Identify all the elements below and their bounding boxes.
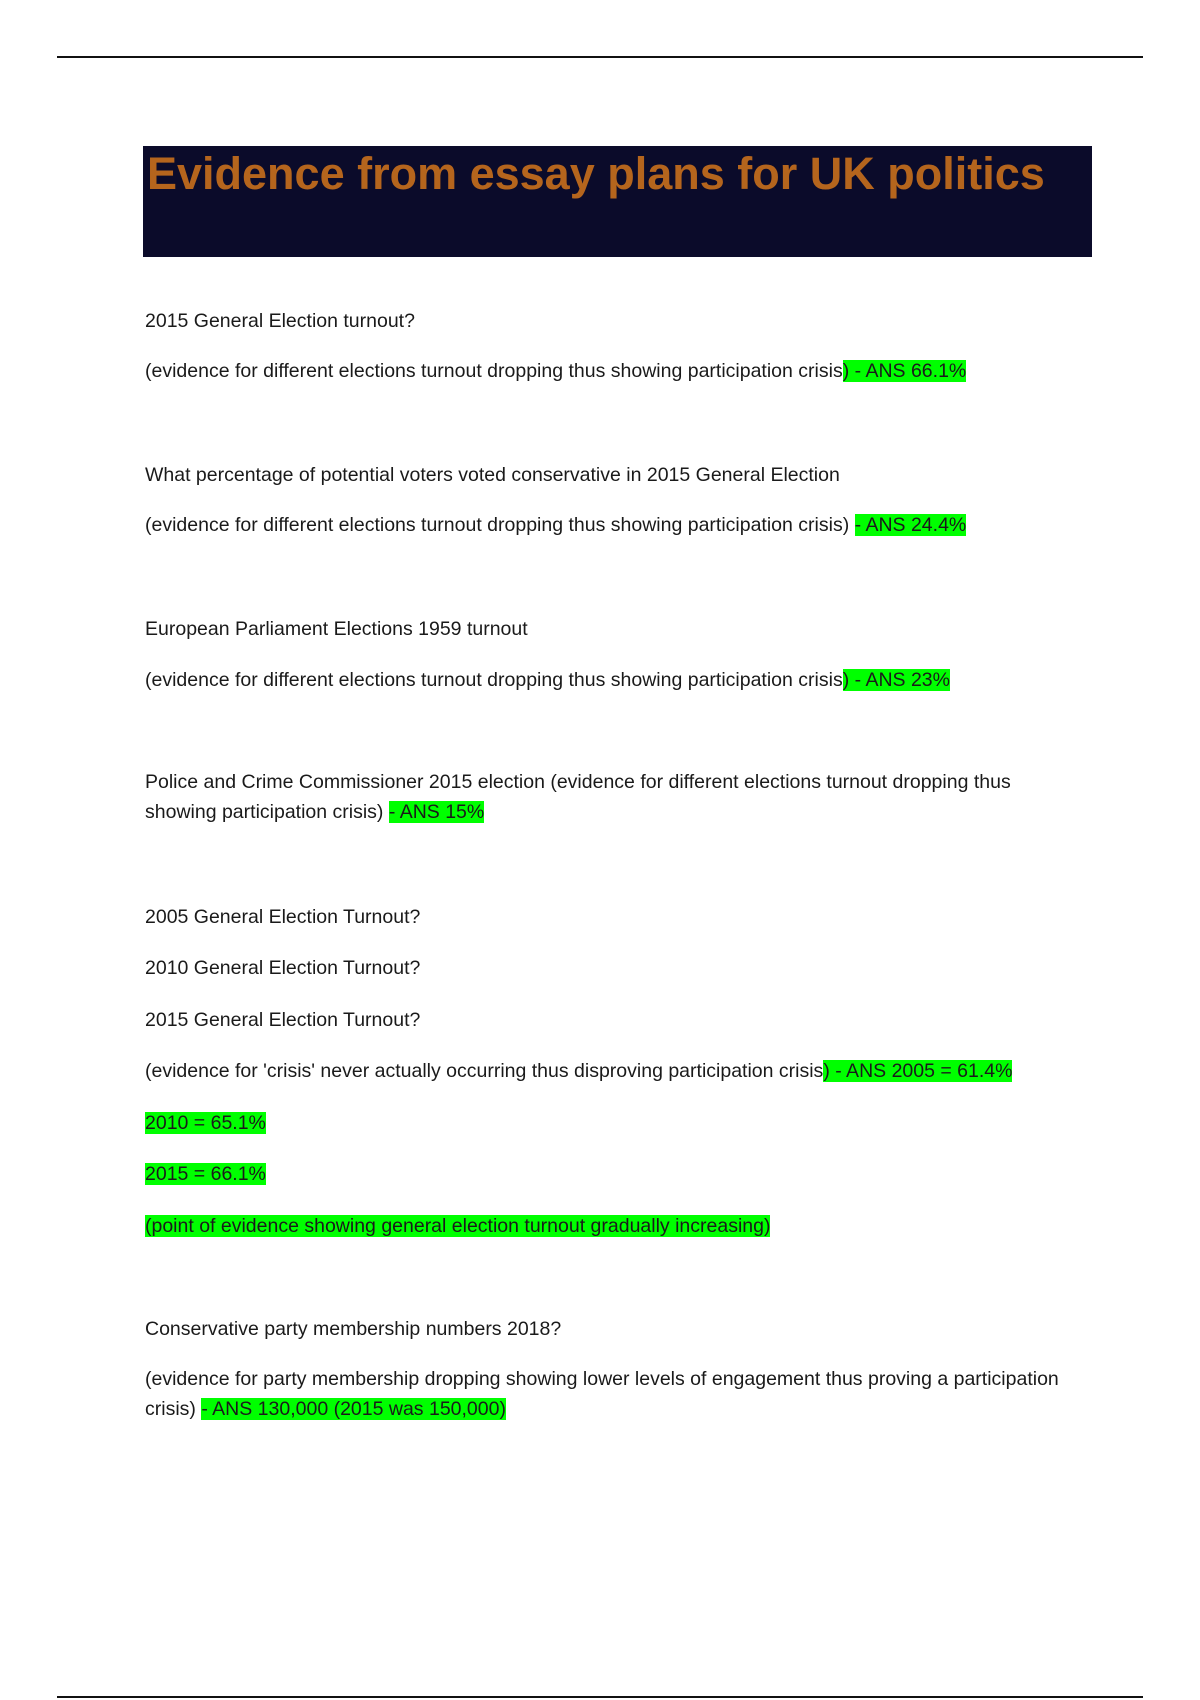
answer-3: ) - ANS 23%	[842, 669, 950, 691]
context-1: (evidence for different elections turnout dropping thus showing participation crisis	[145, 360, 843, 382]
answer-5c: 2015 = 66.1%	[145, 1163, 266, 1185]
evidence-3	[145, 665, 950, 695]
evidence-4	[145, 767, 1075, 827]
context-5: (evidence for 'crisis' never actually occurring thus disproving participation crisis	[145, 1060, 824, 1082]
context-6: (evidence for party membership dropping showing lower levels of engagement thus proving a participation crisis)	[145, 1368, 1059, 1420]
answer-1: ) - ANS 66.1%	[842, 360, 967, 382]
answer-4: - ANS 15%	[388, 801, 485, 823]
question-6: Conservative party membership numbers 2018?	[145, 1318, 562, 1340]
footer-rule	[57, 1696, 1143, 1698]
question-5b: 2010 General Election Turnout?	[145, 957, 421, 979]
question-5a: 2005 General Election Turnout?	[145, 906, 421, 928]
context-4: Police and Crime Commissioner 2015 election (evidence for different elections turnout dropping thus showing participation crisis)	[145, 771, 1011, 823]
evidence-2	[145, 510, 966, 540]
title-banner	[143, 146, 1092, 257]
question-2: What percentage of potential voters voted conservative in 2015 General Election	[145, 464, 840, 486]
evidence-5	[145, 1056, 1012, 1086]
question-3: European Parliament Elections 1959 turnout	[145, 618, 528, 640]
evidence-6	[145, 1364, 1075, 1424]
context-3: (evidence for different elections turnout dropping thus showing participation crisis	[145, 669, 843, 691]
context-2: (evidence for different elections turnout dropping thus showing participation crisis)	[145, 514, 855, 536]
document-title: Evidence from essay plans for UK politics	[147, 148, 1045, 199]
evidence-1	[145, 356, 966, 386]
header-rule	[57, 56, 1143, 58]
answer-2: - ANS 24.4%	[854, 514, 967, 536]
question-1: 2015 General Election turnout?	[145, 310, 415, 332]
answer-5d: (point of evidence showing general election turnout gradually increasing)	[145, 1215, 771, 1237]
answer-6: - ANS 130,000 (2015 was 150,000)	[201, 1398, 506, 1420]
answer-5: ) - ANS 2005 = 61.4%	[823, 1060, 1013, 1082]
question-5c: 2015 General Election Turnout?	[145, 1009, 421, 1031]
answer-5b: 2010 = 65.1%	[145, 1112, 266, 1134]
